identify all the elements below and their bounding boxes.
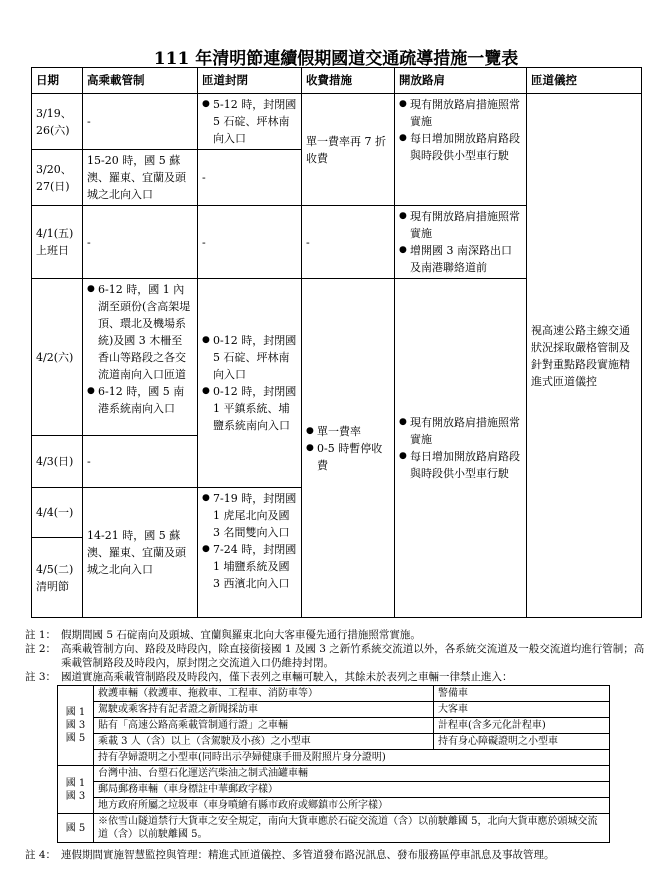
ramp-cell (198, 488, 302, 618)
hov-cell: 15-20 時，國 5 蘇澳、羅東、宜蘭及頭城之北向入口 (83, 150, 198, 206)
date-cell: 4/5(二)清明節 (32, 538, 83, 618)
table-row (58, 798, 610, 814)
shoulder-cell (395, 94, 527, 206)
table-row (58, 702, 610, 718)
hov-cell: - (83, 206, 198, 279)
list-item: ● 0-12 時，封閉國 1 平鎮系統、埔鹽系統南向入口 (202, 383, 297, 434)
table-row (58, 766, 610, 782)
date-cell: 4/4(一) (32, 488, 83, 538)
table-cell: 貼有「高速公路高乘載管制通行證」之車輛 (94, 718, 434, 734)
hov-cell: - (83, 94, 198, 150)
list-item: ● 0-5 時暫停收費 (306, 440, 390, 474)
toll-cell: 單一費率再 7 折收費 (302, 94, 395, 206)
highway-cell: 國 5 (58, 814, 94, 843)
shoulder-cell (395, 279, 527, 618)
list-item: ● 現有開放路肩措施照常實施 (399, 208, 522, 242)
table-row (32, 94, 642, 150)
list-item: ● 每日增加開放路肩路段與時段供小型車行駛 (399, 130, 522, 164)
list-item: ● 6-12 時，國 1 內湖至頭份(含高架堤頂、環北及機場系統)及國 3 木柵至香山等路段之各交流道南向入口匝道 (87, 281, 193, 383)
header-date: 日期 (32, 68, 83, 94)
list-item: ● 6-12 時，國 5 南港系統南向入口 (87, 383, 193, 417)
ramp-cell (198, 94, 302, 150)
toll-cell: - (302, 206, 395, 279)
date-cell: 4/1(五)上班日 (32, 206, 83, 279)
header-ramp: 匝道封閉 (198, 68, 302, 94)
table-cell: 乘載 3 人（含）以上（含駕駛及小孩）之小型車 (94, 734, 434, 750)
measures-table (31, 67, 642, 618)
table-row (58, 718, 610, 734)
header-metering: 匝道儀控 (527, 68, 642, 94)
list-item: ● 現有開放路肩措施照常實施 (399, 96, 522, 130)
list-item: ● 7-19 時，封閉國 1 虎尾北向及國 3 名間雙向入口 (202, 490, 297, 541)
metering-cell: 視高速公路主線交通狀況採取嚴格管制及針對重點路段實施精進式匝道儀控 (527, 94, 642, 618)
header-hov: 高乘載管制 (83, 68, 198, 94)
list-item: ● 增開國 3 南深路出口及南港聯絡道前 (399, 242, 522, 276)
table-cell: 救護車輛（救護車、拖救車、工程車、消防車等） (94, 686, 434, 702)
note-4: 註 4： 連假期間實施智慧監控與管理：精進式匝道儀控、多管道發布路況訊息、發布服務區停車訊息及事故管理。 (25, 849, 555, 861)
ramp-cell (198, 279, 302, 488)
list-item: ● 單一費率 (306, 423, 390, 440)
table-row (58, 750, 610, 766)
ramp-cell: - (198, 150, 302, 206)
table-row (58, 814, 610, 843)
header-toll: 收費措施 (302, 68, 395, 94)
shoulder-cell (395, 206, 527, 279)
date-cell: 4/2(六) (32, 279, 83, 436)
table-cell: 郵局郵務車輛（車身標註中華郵政字樣） (94, 782, 610, 798)
hov-cell: 14-21 時，國 5 蘇澳、羅東、宜蘭及頭城之北向入口 (83, 488, 198, 618)
list-item: ● 5-12 時，封閉國 5 石碇、坪林南向入口 (202, 96, 297, 147)
notes (25, 628, 650, 684)
table-cell: ※依雪山隧道禁行大貨車之安全規定，南向大貨車應於石碇交流道（含）以前駛離國 5，北向大貨車應於頭城交流道（含）以前駛離國 5。 (94, 814, 610, 843)
toll-cell (302, 279, 395, 618)
table-row (58, 734, 610, 750)
table-header-row (32, 68, 642, 94)
page-title: 111 年清明節連續假期國道交通疏導措施一覽表 (153, 49, 519, 69)
list-item: ● 每日增加開放路肩路段與時段供小型車行駛 (399, 448, 522, 482)
header-shoulder: 開放路肩 (395, 68, 527, 94)
hov-cell: - (83, 436, 198, 488)
table-cell: 警備車 (434, 686, 610, 702)
note-2: 註 2： 高乘載管制方向、路段及時段內，除直接銜接國 1 及國 3 之新竹系統交流道以外，各系統交流道及一般交流道均進行管制；高乘載管制路段及時段內，原封閉之交流道入口仍維持封閉。 (25, 643, 645, 669)
hov-cell (83, 279, 198, 436)
list-item: ● 7-24 時，封閉國 1 埔鹽系統及國 3 西濱北向入口 (202, 541, 297, 592)
table-cell: 計程車(含多元化計程車) (434, 718, 610, 734)
table-cell: 駕駛或乘客持有記者證之新聞採訪車 (94, 702, 434, 718)
table-cell: 地方政府所屬之垃圾車（車身噴繪有縣市政府或鄉鎮市公所字樣） (94, 798, 610, 814)
table-row (58, 782, 610, 798)
highway-cell: 國 1 國 3 國 5 (58, 686, 94, 766)
table-cell: 持有身心障礙證明之小型車 (434, 734, 610, 750)
table-cell: 大客車 (434, 702, 610, 718)
list-item: ● 0-12 時，封閉國 5 石碇、坪林南向入口 (202, 332, 297, 383)
date-cell: 4/3(日) (32, 436, 83, 488)
date-cell: 3/20、27(日) (32, 150, 83, 206)
ramp-cell: - (198, 206, 302, 279)
highway-cell: 國 1 國 3 (58, 766, 94, 814)
exempt-vehicles-table (57, 685, 610, 843)
note-1: 註 1： 假期間國 5 石碇南向及頭城、宜蘭與羅東北向大客車優先通行措施照常實施。 (25, 629, 421, 641)
note-3: 註 3： 國道實施高乘載管制路段及時段內，僅下表列之車輛可駛入，其餘未於表列之車輛一律禁止進入： (25, 671, 513, 683)
date-cell: 3/19、26(六) (32, 94, 83, 150)
list-item: ● 現有開放路肩措施照常實施 (399, 414, 522, 448)
table-row (58, 686, 610, 702)
table-cell: 台灣中油、台塑石化運送汽柴油之制式油罐車輛 (94, 766, 610, 782)
table-cell: 持有孕婦證明之小型車(同時出示孕婦健康手冊及附照片身分證明) (94, 750, 610, 766)
